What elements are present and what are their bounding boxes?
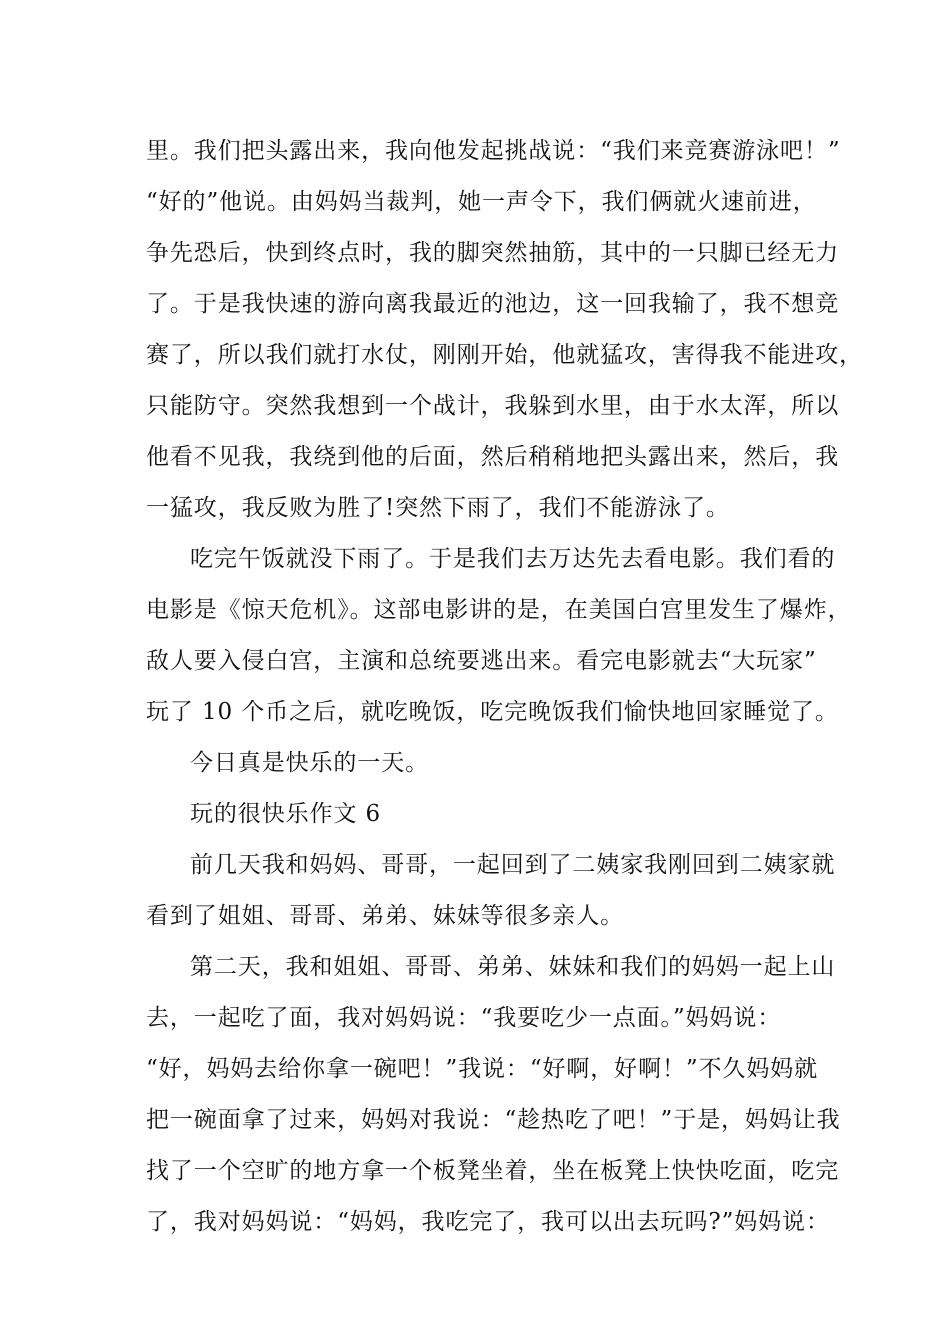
paragraph-first-line: 吃完午饭就没下雨了。于是我们去万达先去看电影。我们看的 xyxy=(190,546,836,572)
text-line: 赛了，所以我们就打水仗，刚刚开始，他就猛攻，害得我不能进攻， xyxy=(146,342,863,368)
text-line: 他看不见我，我绕到他的后面，然后稍稍地把头露出来，然后，我 xyxy=(146,444,840,470)
essay-title: 玩的很快乐作文 6 xyxy=(190,801,382,827)
text-line: 找了一个空旷的地方拿一个板凳坐着，坐在板凳上快快吃面，吃完 xyxy=(146,1158,840,1184)
essay-body xyxy=(146,126,863,1248)
text-line: 把一碗面拿了过来，妈妈对我说：“趁热吃了吧！”于是，妈妈让我 xyxy=(146,1107,841,1133)
text-line: 只能防守。突然我想到一个战计，我躲到水里，由于水太浑，所以 xyxy=(146,393,840,419)
text-line: 去，一起吃了面，我对妈妈说：“我要吃少一点面。”妈妈说： xyxy=(146,1005,782,1031)
text-line: 电影是《惊天危机》。这部电影讲的是，在美国白宫里发生了爆炸， xyxy=(146,597,852,623)
text-line: 了，我对妈妈说：“妈妈，我吃完了，我可以出去玩吗?”妈妈说： xyxy=(146,1209,830,1235)
text-line: “好的”他说。由妈妈当裁判，她一声令下，我们俩就火速前进， xyxy=(146,189,817,215)
text-line: 看到了姐姐、哥哥、弟弟、妹妹等很多亲人。 xyxy=(146,903,624,929)
paragraph-first-line: 第二天，我和姐姐、哥哥、弟弟、妹妹和我们的妈妈一起上山 xyxy=(190,954,836,980)
paragraph-first-line: 今日真是快乐的一天。 xyxy=(190,750,429,776)
text-line: 里。我们把头露出来，我向他发起挑战说：“我们来竞赛游泳吧！” xyxy=(146,138,841,164)
text-line: “好，妈妈去给你拿一碗吧！”我说：“好啊，好啊！”不久妈妈就 xyxy=(146,1056,819,1082)
paragraph-first-line: 前几天我和妈妈、哥哥，一起回到了二姨家我刚回到二姨家就 xyxy=(190,852,836,878)
text-line: 了。于是我快速的游向离我最近的池边，这一回我输了，我不想竞 xyxy=(146,291,840,317)
text-line: 玩了 10 个币之后，就吃晚饭，吃完晚饭我们愉快地回家睡觉了。 xyxy=(146,699,839,725)
text-line: 敌人要入侵白宫，主演和总统要逃出来。看完电影就去“大玩家” xyxy=(146,648,817,674)
text-line: 争先恐后，快到终点时，我的脚突然抽筋，其中的一只脚已经无力 xyxy=(146,240,840,266)
text-line: 一猛攻，我反败为胜了!突然下雨了，我们不能游泳了。 xyxy=(146,495,730,521)
